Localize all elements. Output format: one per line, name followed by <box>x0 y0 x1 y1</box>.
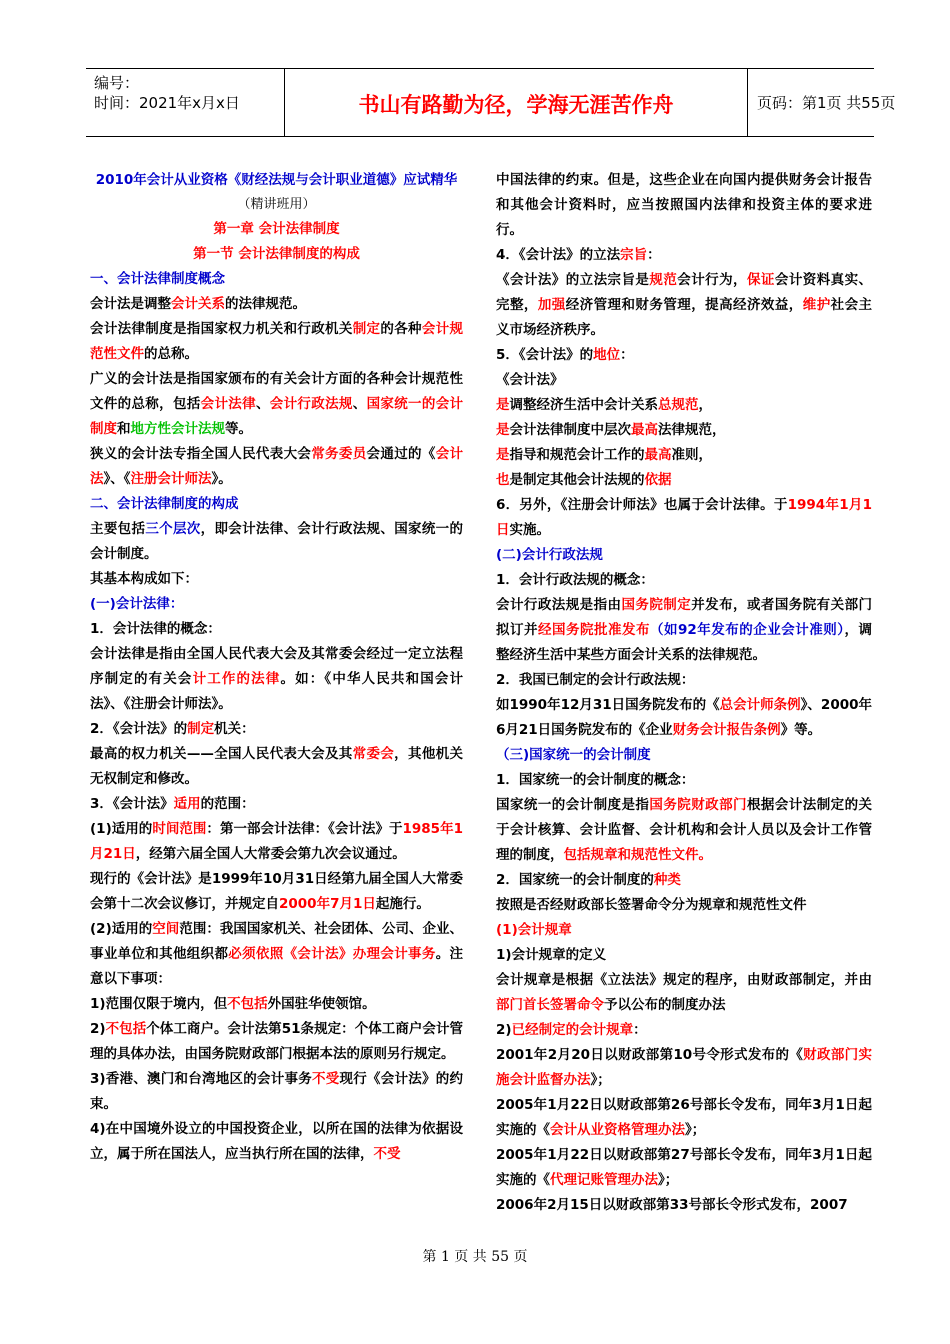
text-run: 2001年2月20日以财政部第10号令形式发布的《 <box>496 1047 804 1063</box>
paragraph <box>90 792 463 817</box>
highlighted-text: 地位 <box>593 347 621 363</box>
text-run: 的总称。 <box>144 346 198 362</box>
text-run: 。注意以下事项： <box>90 946 464 987</box>
text-run: ， <box>698 397 712 413</box>
text-run: 》； <box>658 1172 679 1188</box>
highlighted-text: 1985年1月21日 <box>90 821 464 862</box>
text-run: 的各种 <box>380 321 422 337</box>
text-run: 会计法律是指由全国人民代表大会及其常委会经过一定立法程序制定的有关会 <box>90 646 463 687</box>
highlighted-text: 制定 <box>187 721 215 737</box>
text-run: 调整经济生活中会计关系 <box>509 397 658 413</box>
text-run: ：第一部会计法律：《会计法》于 <box>206 821 403 837</box>
highlighted-text: (1)会计规章 <box>496 922 572 938</box>
text-run: 会计行政法规是指由 <box>496 597 622 613</box>
text-run: 2005年1月22日以财政部第26号部长令发布，同年3月1日起实施的《 <box>496 1097 872 1138</box>
paragraph <box>496 268 872 343</box>
paragraph <box>90 367 463 442</box>
paragraph <box>496 593 872 668</box>
highlighted-text: 也 <box>496 472 510 488</box>
text-run: 并发布，或者国务院有关部门拟订并 <box>496 597 873 638</box>
motto: 书山有路勤为径，学海无涯苦作舟 <box>358 93 674 117</box>
text-run: 》、《 <box>103 471 131 487</box>
text-run: 等。 <box>225 421 252 437</box>
page-footer: 第 1 页 共 55 页 <box>422 1249 528 1265</box>
paragraph <box>90 592 463 617</box>
paragraph <box>90 717 463 742</box>
text-run: 社会主义市场经济秩序。 <box>496 297 873 338</box>
text-run: 现行的《会计法》是1999年10月31日经第九届全国人大常委会第十二次会议修订，并规定自 <box>90 871 463 912</box>
paragraph <box>496 443 872 468</box>
text-run: 1．会计行政法规的概念： <box>496 572 654 588</box>
paragraph <box>496 743 872 768</box>
page-code: 页码：第1页 共55页 <box>757 94 896 112</box>
paragraph <box>496 568 872 593</box>
highlighted-text: 规范 <box>649 272 678 288</box>
text-run: ： <box>620 347 634 363</box>
paragraph <box>90 617 463 642</box>
paragraph <box>90 442 463 492</box>
highlighted-text: 加强 <box>537 297 566 313</box>
text-run: 指导和规范会计工作的 <box>509 447 645 463</box>
highlighted-text: 已经制定的会计规章 <box>511 1022 634 1038</box>
highlighted-text: 必须依照《会计法》办理会计事务 <box>228 946 436 962</box>
text-run: 》等。 <box>780 722 822 738</box>
text-run: 2010年会计从业资格《财经法规与会计职业道德》应试精华 <box>95 172 458 188</box>
highlighted-text: 注册会计师法 <box>130 471 212 487</box>
text-run: 2) <box>90 1021 106 1037</box>
paragraph <box>496 793 872 868</box>
paragraph <box>496 1093 872 1143</box>
highlighted-text: 保证 <box>746 272 775 288</box>
page-header <box>86 68 896 137</box>
text-run: ： <box>647 247 661 263</box>
highlighted-text: 计工作的法律 <box>192 671 281 687</box>
paragraph <box>496 493 872 543</box>
highlighted-text: (二)会计行政法规 <box>496 547 603 563</box>
highlighted-text: 常务委员 <box>311 446 367 462</box>
highlighted-text: 2000年7月1日 <box>279 896 376 912</box>
highlighted-text: 一、会计法律制度概念 <box>90 271 225 287</box>
text-run: 6．另外，《注册会计师法》也属于会计法律。于 <box>496 497 788 513</box>
paragraph <box>496 918 872 943</box>
text-run: 2．《会计法》的 <box>90 721 188 737</box>
text-run: （精讲班用） <box>237 197 316 212</box>
left-column <box>90 168 463 1167</box>
highlighted-text: 最高 <box>644 447 672 463</box>
text-run: 中国法律的约束。但是，这些企业在向国内提供财务会计报告和其他会计资料时，应当按照国内法律和投资主体的要求进行。 <box>496 172 872 238</box>
text-run: 和 <box>117 421 131 437</box>
paragraph <box>90 267 463 292</box>
text-run: ，即会计法律、会计行政法规、国家统一的会计制度。 <box>90 521 464 562</box>
paragraph <box>90 917 463 992</box>
text-run: 3)香港、澳门和台湾地区的会计事务 <box>90 1071 313 1087</box>
highlighted-text: 国务院制定 <box>621 597 692 613</box>
text-run: 会计法律制度中层次 <box>509 422 631 438</box>
text-run: 《会计法》 <box>496 372 564 388</box>
text-run: 法律规范， <box>658 422 726 438</box>
paragraph <box>496 1018 872 1043</box>
text-run: 1．会计法律的概念： <box>90 621 221 637</box>
highlighted-text: 包括规章和规范性文件。 <box>563 847 712 863</box>
text-run: 1)范围仅限于境内，但 <box>90 996 228 1012</box>
highlighted-text: 不包括 <box>105 1021 147 1037</box>
paragraph <box>496 1193 872 1218</box>
highlighted-text: （如92年发布的企业会计准则） <box>650 622 845 638</box>
text-run: 2) <box>496 1022 512 1038</box>
highlighted-text: 最高 <box>631 422 658 438</box>
highlighted-text: 空间 <box>152 921 180 937</box>
text-run: 、 <box>352 396 367 412</box>
text-run: 2006年2月15日以财政部第33号部长令形式发布，2007 <box>496 1197 848 1213</box>
highlighted-text: 地方性会计法规 <box>130 421 225 437</box>
text-run: 》； <box>685 1122 706 1138</box>
text-run: 最高的权力机关——全国人民代表大会及其 <box>90 746 353 762</box>
paragraph <box>90 567 463 592</box>
text-run: 3．《会计法》 <box>90 796 174 812</box>
paragraph <box>90 867 463 917</box>
highlighted-text: 会计法律 <box>200 396 256 412</box>
text-run: 。如：《中华人民共和国会计法》、《注册会计师法》。 <box>90 671 464 712</box>
text-run: 会计资料真实、完整， <box>496 272 873 313</box>
highlighted-text: 会计法 <box>90 446 464 487</box>
highlighted-text: 是 <box>496 447 510 463</box>
text-run: 》； <box>590 1072 611 1088</box>
text-run: (2)适用的 <box>90 921 153 937</box>
highlighted-text: 不受 <box>373 1146 401 1162</box>
right-column <box>496 168 872 1218</box>
highlighted-text: 二、会计法律制度的构成 <box>90 496 239 512</box>
text-run: 会计法是调整 <box>90 296 171 312</box>
highlighted-text: 总会计师条例 <box>719 697 801 713</box>
text-run: 现行《会计法》的约束。 <box>90 1071 463 1112</box>
paragraph <box>496 418 872 443</box>
text-run: 5．《会计法》的 <box>496 347 594 363</box>
text-run: 实施。 <box>509 522 550 538</box>
text-run: 1．国家统一的会计制度的概念： <box>496 772 695 788</box>
text-run: 国家统一的会计制度是指 <box>496 797 650 813</box>
text-run: 经济管理和财务管理，提高经济效益， <box>565 297 803 313</box>
paragraph <box>90 292 463 317</box>
paragraph <box>90 517 463 567</box>
highlighted-text: 第一章 会计法律制度 <box>213 221 340 237</box>
text-run: 》、2000年6月21日国务院发布的《企业 <box>496 697 872 738</box>
header-info-cell <box>86 69 284 136</box>
paragraph <box>90 217 463 242</box>
paragraph <box>90 317 463 367</box>
highlighted-text: 第一节 会计法律制度的构成 <box>193 246 360 262</box>
text-run: ，其他机关无权制定和修改。 <box>90 746 464 787</box>
text-run: ，经第六届全国人大常委会第九次会议通过。 <box>135 846 406 862</box>
time-label: 时间：2021年x月x日 <box>94 94 240 112</box>
text-run: 个体工商户。会计法第51条规定：个体工商户会计管理的具体办法，由国务院财政部门根据本法的原则另行规定。 <box>90 1021 464 1062</box>
paragraph <box>90 492 463 517</box>
text-run: ，调整经济生活中某些方面会计关系的法律规范。 <box>496 622 873 663</box>
paragraph <box>496 893 872 918</box>
highlighted-text: 国家统一的会计制度 <box>90 396 464 437</box>
text-run: 外国驻华使领馆。 <box>267 996 376 1012</box>
paragraph <box>496 868 872 893</box>
paragraph <box>496 393 872 418</box>
paragraph <box>496 968 872 1018</box>
paragraph <box>496 243 872 268</box>
text-run: 根据会计法制定的关于会计核算、会计监督、会计机构和会计人员以及会计工作管理的制度， <box>496 797 873 863</box>
header-motto-cell <box>284 69 748 136</box>
highlighted-text: 适用 <box>173 796 201 812</box>
text-run: 的法律规范。 <box>225 296 306 312</box>
text-run: 1)会计规章的定义 <box>496 947 607 963</box>
text-run: 》。 <box>211 471 232 487</box>
text-run: 起施行。 <box>375 896 430 912</box>
text-run: ： <box>633 1022 647 1038</box>
text-run: 主要包括 <box>90 521 146 537</box>
text-run: 2．国家统一的会计制度的 <box>496 872 654 888</box>
highlighted-text: 会计规范性文件 <box>90 321 464 362</box>
paragraph <box>496 468 872 493</box>
text-run: 2．我国已制定的会计行政法规： <box>496 672 695 688</box>
highlighted-text: 宗旨 <box>620 247 648 263</box>
highlighted-text: 代理记账管理办法 <box>550 1172 658 1188</box>
highlighted-text: （三)国家统一的会计制度 <box>496 747 651 763</box>
highlighted-text: 维护 <box>802 297 831 313</box>
paragraph <box>496 693 872 743</box>
header-page-cell <box>747 69 896 136</box>
text-run: 是制定其他会计法规的 <box>509 472 645 488</box>
highlighted-text: 经国务院批准发布 <box>538 622 650 638</box>
paragraph <box>90 242 463 267</box>
text-run: 4．《会计法》的立法 <box>496 247 621 263</box>
paragraph <box>496 168 872 243</box>
text-run: 准则， <box>671 447 712 463</box>
highlighted-text: 种类 <box>653 872 681 888</box>
highlighted-text: 财务会计报告条例 <box>672 722 781 738</box>
highlighted-text: 不受 <box>312 1071 340 1087</box>
text-run: 、 <box>255 396 270 412</box>
text-run: 的范围： <box>200 796 255 812</box>
text-run: 会计行为， <box>677 272 747 288</box>
highlighted-text: 是 <box>496 397 510 413</box>
paragraph <box>496 943 872 968</box>
paragraph <box>496 368 872 393</box>
text-run: 广义的会计法是指国家颁布的有关会计方面的各种会计规范性文件的总称，包括 <box>90 371 463 412</box>
paragraph <box>496 1143 872 1193</box>
highlighted-text: 财政部门实施会计监督办法 <box>496 1047 872 1088</box>
highlighted-text: (一)会计法律： <box>90 596 184 612</box>
highlighted-text: 会计关系 <box>171 296 225 312</box>
text-run: 范围：我国国家机关、社会团体、公司、企业、事业单位和其他组织都 <box>90 921 464 962</box>
text-run: 如1990年12月31日国务院发布的《 <box>496 697 720 713</box>
highlighted-text: 国务院财政部门 <box>649 797 747 813</box>
text-run: 会计法律制度是指国家权力机关和行政机关 <box>90 321 353 337</box>
highlighted-text: 制定 <box>352 321 381 337</box>
paragraph <box>90 642 463 717</box>
paragraph <box>90 1067 463 1117</box>
paragraph <box>496 343 872 368</box>
paragraph <box>90 1017 463 1067</box>
highlighted-text: 总规范 <box>658 397 699 413</box>
highlighted-text: 会计行政法规 <box>269 396 353 412</box>
highlighted-text: 是 <box>496 422 510 438</box>
highlighted-text: 部门首长签署命令 <box>496 997 604 1013</box>
paragraph <box>496 768 872 793</box>
text-run: 狭义的会计法专指全国人民代表大会 <box>90 446 312 462</box>
text-run: 予以公布的制度办法 <box>604 997 726 1013</box>
paragraph <box>90 168 463 192</box>
highlighted-text: 时间范围 <box>152 821 207 837</box>
highlighted-text: 会计从业资格管理办法 <box>550 1122 685 1138</box>
text-run: 4)在中国境外设立的中国投资企业，以所在国的法律为依据设立，属于所在国法人，应当执行所在国的法律， <box>90 1121 463 1162</box>
text-run: 按照是否经财政部长签署命令分为规章和规范性文件 <box>496 897 807 913</box>
paragraph <box>90 1117 463 1167</box>
text-run: 机关： <box>214 721 255 737</box>
text-run: 会计规章是根据《立法法》规定的程序，由财政部制定，并由 <box>496 972 872 988</box>
highlighted-text: 三个层次 <box>145 521 201 537</box>
text-run: (1)适用的 <box>90 821 153 837</box>
text-run: 会通过的《 <box>366 446 436 462</box>
text-run: 其基本构成如下： <box>90 571 198 587</box>
paragraph <box>90 817 463 867</box>
paragraph <box>90 742 463 792</box>
highlighted-text: 常委会 <box>352 746 395 762</box>
serial-label: 编号： <box>94 74 140 92</box>
highlighted-text: 依据 <box>644 472 672 488</box>
paragraph <box>496 543 872 568</box>
paragraph <box>496 668 872 693</box>
paragraph <box>90 992 463 1017</box>
highlighted-text: 不包括 <box>227 996 268 1012</box>
highlighted-text: 1994年1月1日 <box>496 497 872 538</box>
text-run: 2005年1月22日以财政部第27号部长令发布，同年3月1日起实施的《 <box>496 1147 872 1188</box>
text-run: 《会计法》的立法宗旨是 <box>496 272 650 288</box>
paragraph <box>90 192 463 217</box>
paragraph <box>496 1043 872 1093</box>
